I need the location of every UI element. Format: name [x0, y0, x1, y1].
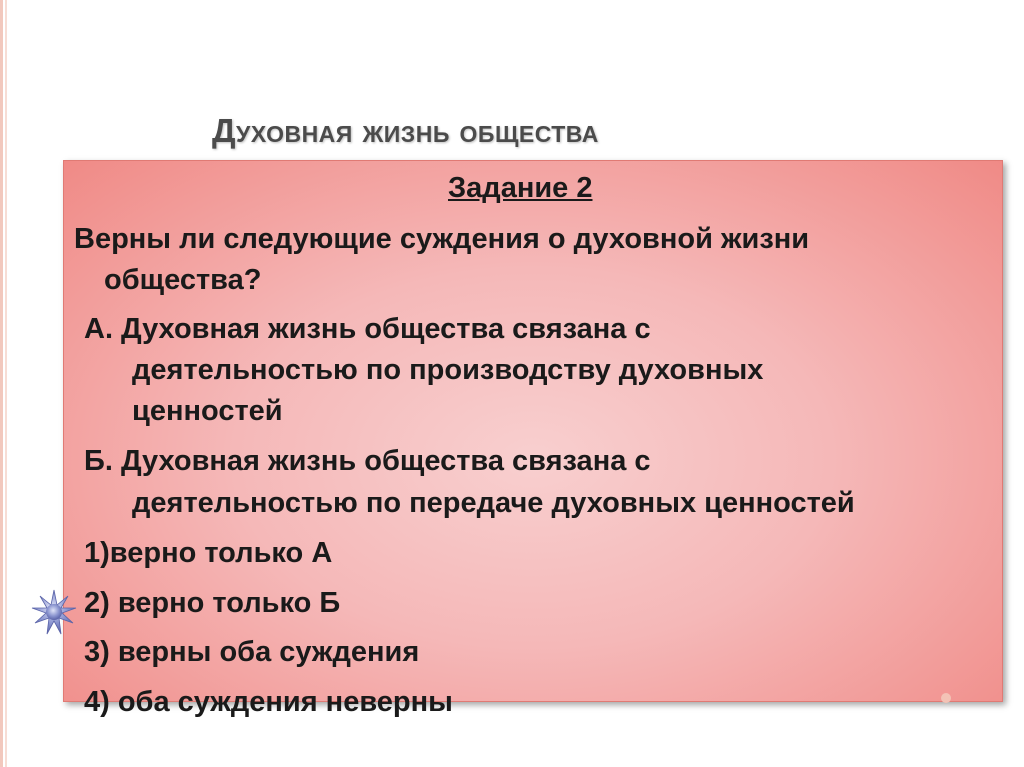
statement-a-line-1: А. Духовная жизнь общества связана с: [84, 313, 651, 345]
answer-option-1: 1)верно только А: [84, 537, 333, 569]
answer-option-4: 4) оба суждения неверны: [84, 686, 453, 718]
statement-a-line-3: ценностей: [132, 395, 283, 427]
left-decor-stripe: [0, 0, 3, 767]
task-heading: Задание 2: [448, 172, 593, 204]
sun-icon: [30, 588, 78, 636]
question-line-1: Верны ли следующие суждения о духовной жизни: [74, 223, 810, 255]
answer-option-3: 3) верны оба суждения: [84, 636, 420, 668]
decor-dot: [940, 692, 952, 704]
answer-option-2: 2) верно только Б: [84, 587, 341, 619]
left-decor-stripe-inner: [5, 0, 7, 767]
question-line-2: общества?: [104, 264, 262, 296]
statement-b-line-1: Б. Духовная жизнь общества связана с: [84, 445, 651, 477]
statement-b-line-2: деятельностью по передаче духовных ценностей: [132, 487, 855, 519]
statement-a-line-2: деятельностью по производству духовных: [132, 354, 764, 386]
slide-title: Духовная жизнь общества: [212, 112, 599, 149]
